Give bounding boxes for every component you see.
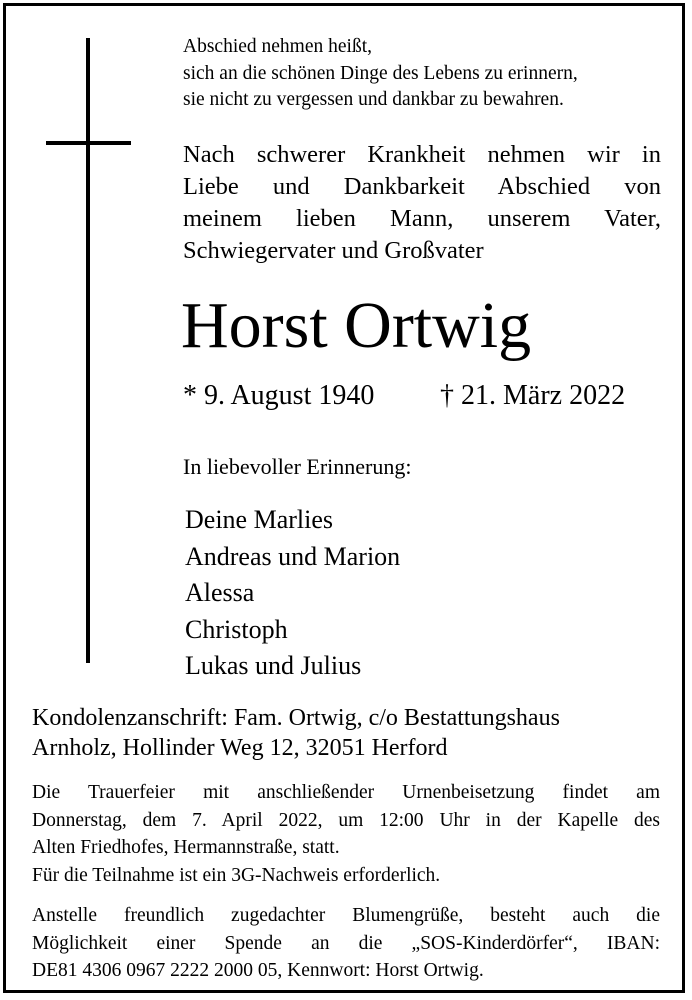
cross-symbol-vertical [86,38,90,663]
condolence-line: Kondolenzanschrift: Fam. Ortwig, c/o Bestattungshaus [32,705,560,731]
donation-line: Anstelle freundlich zugedachter Blumengrüße, besteht auch die [32,905,660,926]
funeral-line: Alten Friedhofes, Hermannstraße, statt. [32,837,340,858]
quote-line: Abschied nehmen heißt, [183,36,372,57]
cross-symbol-horizontal [46,141,131,145]
quote-line: sie nicht zu vergessen und dankbar zu bewahren. [183,89,564,110]
mourner-name: Andreas und Marion [185,541,401,571]
announcement-line: meinem lieben Mann, unserem Vater, [183,205,661,232]
funeral-notice [32,779,660,889]
birth-date: * 9. August 1940 [183,380,375,411]
announcement-line: Nach schwerer Krankheit nehmen wir in [183,141,661,168]
donation-line: DE81 4306 0967 2222 2000 05, Kennwort: Horst Ortwig. [32,960,484,981]
announcement-line: Schwiegervater und Großvater [183,237,484,264]
memory-line: In liebevoller Erinnerung: [183,454,412,479]
announcement-line: Liebe und Dankbarkeit Abschied von [183,173,661,200]
mourner-name: Deine Marlies [185,505,334,534]
condolence-line: Arnholz, Hollinder Weg 12, 32051 Herford [32,735,448,761]
donation-line: Möglichkeit einer Spende an die „SOS-Kinderdörfer“, IBAN: [32,932,660,954]
donation-notice [32,902,660,985]
funeral-line: Die Trauerfeier mit anschließender Urnenbeisetzung findet am [32,782,660,803]
mourners-list [185,502,400,685]
mourner-name: Christoph [185,614,288,644]
opening-quote [183,34,663,114]
funeral-line: Donnerstag, dem 7. April 2022, um 12:00 Uhr in der Kapelle des [32,809,660,831]
condolence-address [32,703,656,763]
death-date: † 21. März 2022 [440,380,626,411]
mourner-name: Alessa [185,578,255,607]
deceased-name: Horst Ortwig [181,289,532,362]
quote-line: sich an die schönen Dinge des Lebens zu erinnern, [183,62,578,84]
mourner-name: Lukas und Julius [185,651,362,680]
death-announcement [183,139,661,267]
funeral-line: Für die Teilnahme ist ein 3G-Nachweis erforderlich. [32,864,441,886]
